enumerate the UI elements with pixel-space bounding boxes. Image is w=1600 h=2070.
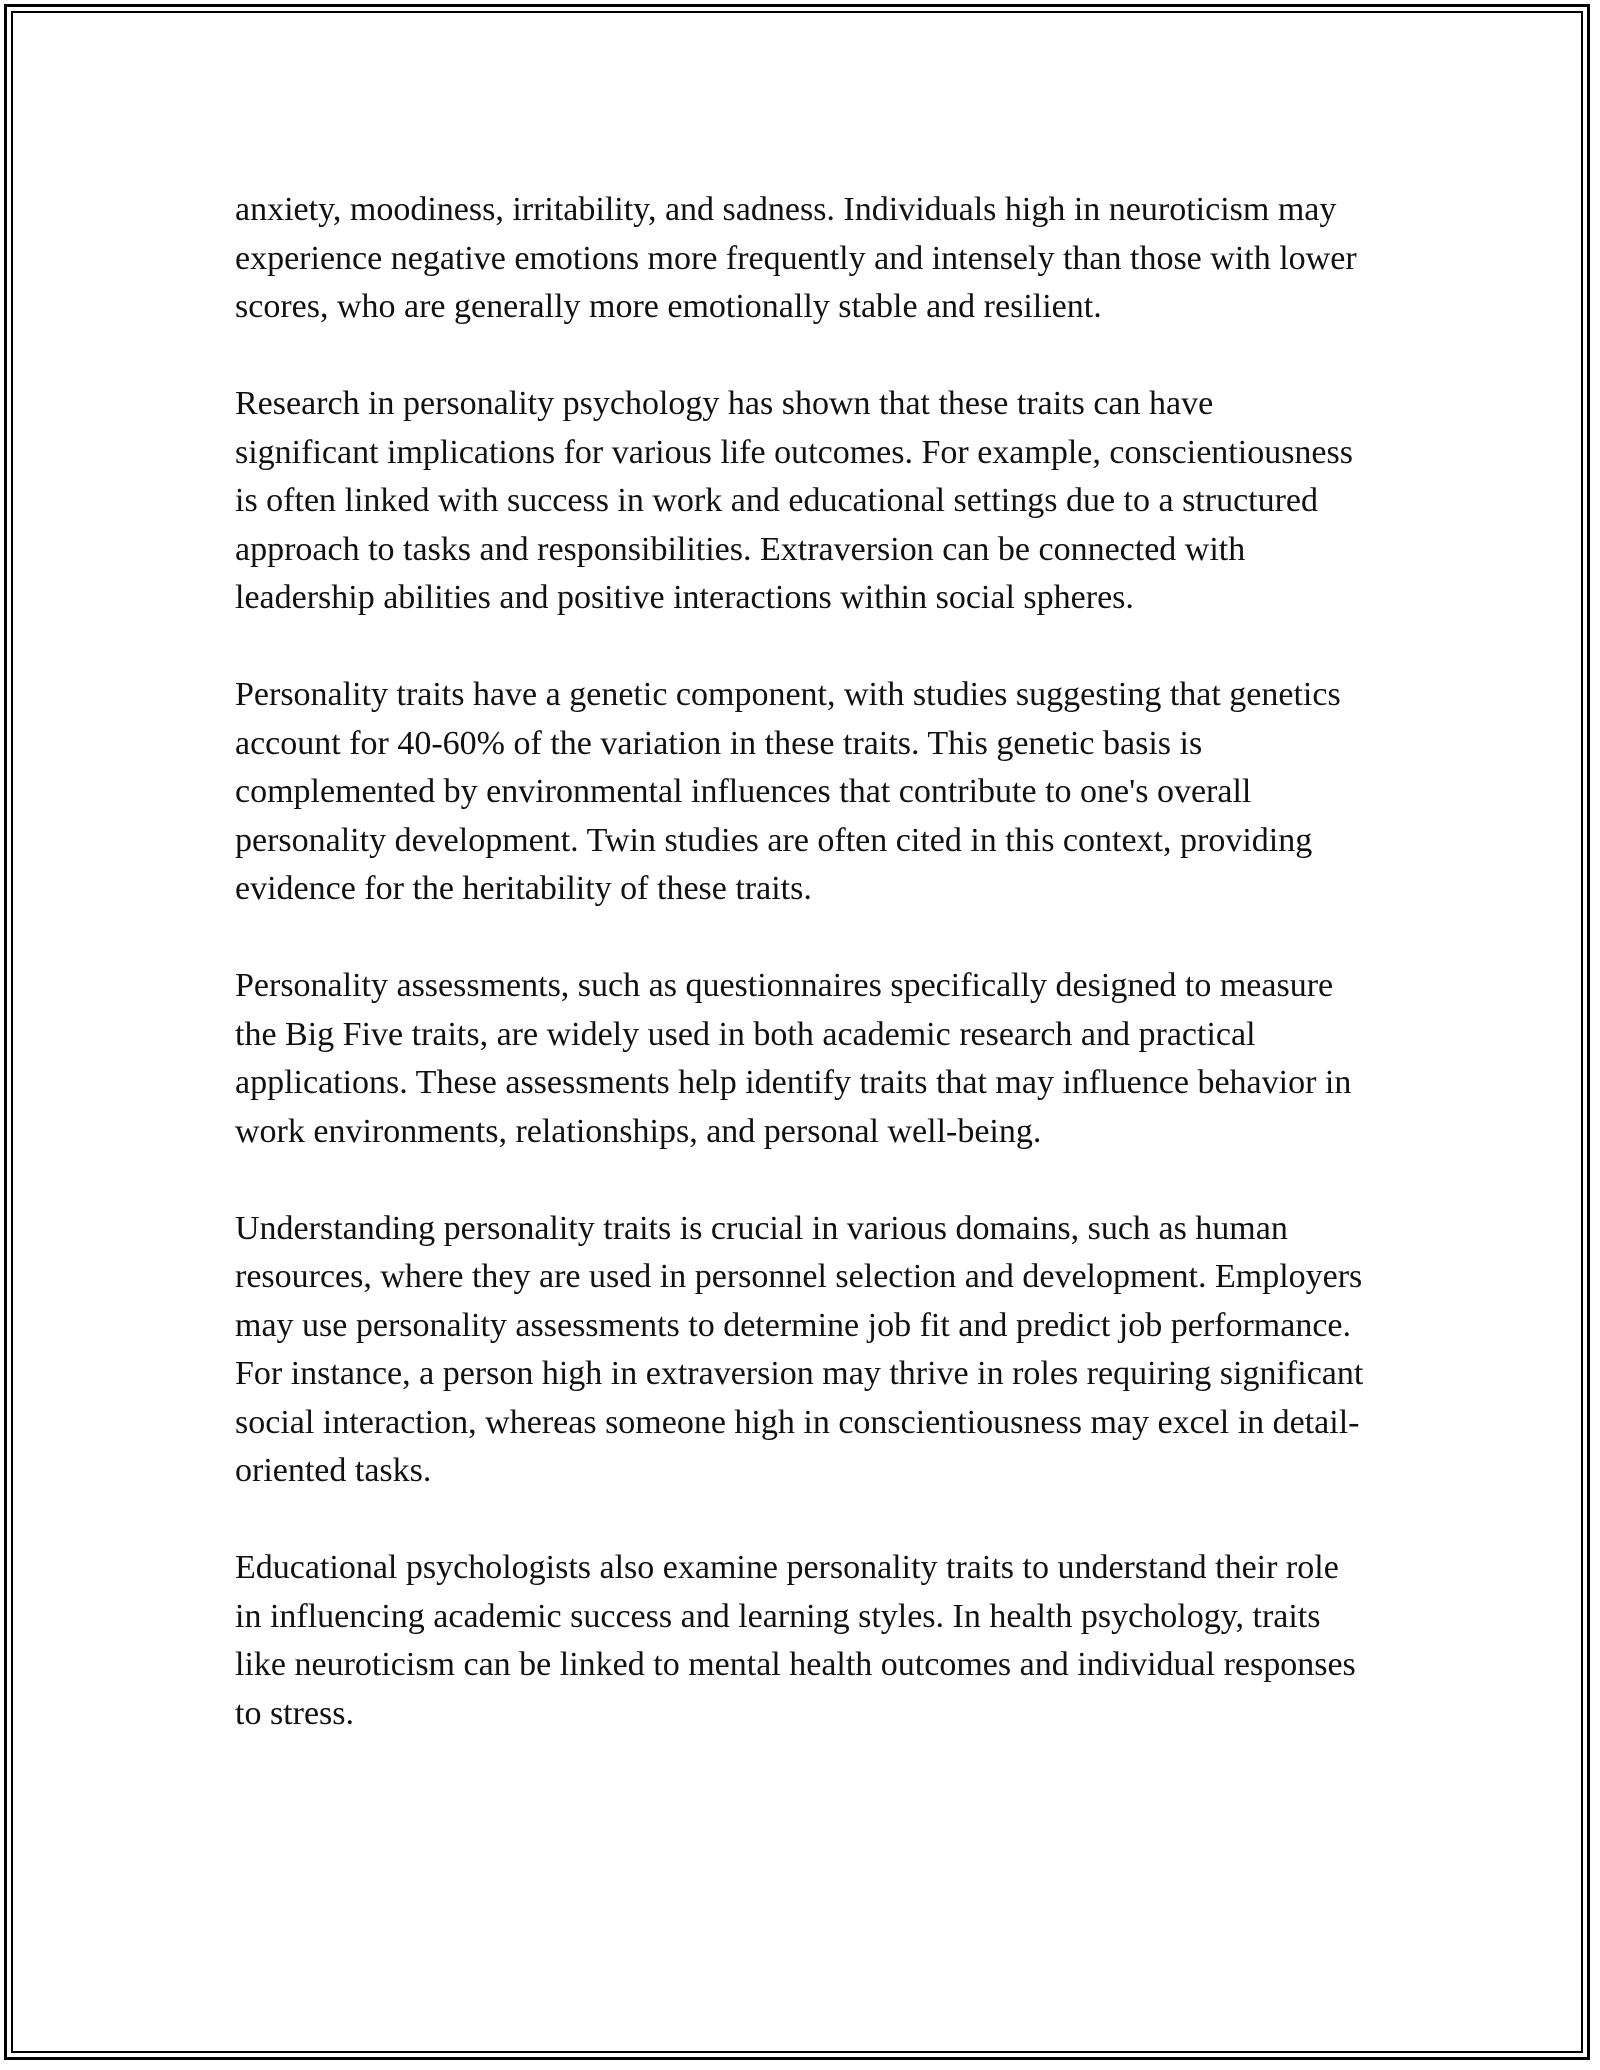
paragraph-neuroticism-continued: anxiety, moodiness, irritability, and sadness. Individuals high in neuroticism may experience negative emotions more frequently and intensely than those with lower scores, who are generally more emotionally stable and resilient. [235,191,1357,325]
paragraph-genetic-component: Personality traits have a genetic component, with studies suggesting that genetics account for 40-60% of the variation in these traits. This genetic basis is complemented by environmental influences that contribute to one's overall personality development. Twin studies are often cited in this context, providing evidence for the heritability of these traits. [235,676,1341,907]
paragraph-educational-health: Educational psychologists also examine personality traits to understand their role in influencing academic success and learning styles. In health psychology, traits like neuroticism can be linked to mental health outcomes and individual responses to stress. [235,1549,1356,1732]
paragraph-life-outcomes: Research in personality psychology has shown that these traits can have significant implications for various life outcomes. For example, conscientiousness is often linked with success in work and educational settings due to a structured approach to tasks and responsibilities. Extraversion can be connected with leadership abilities and positive interactions within social spheres. [235,385,1353,616]
paragraph-assessments: Personality assessments, such as questionnaires specifically designed to measure the Big Five traits, are widely used in both academic research and practical applications. These assessments help identify traits that may influence behavior in work environments, relationships, and personal well-being. [235,967,1352,1150]
document-body [235,186,1365,1787]
paragraph-human-resources: Understanding personality traits is crucial in various domains, such as human resources, where they are used in personnel selection and development. Employers may use personality assessments to determine job fit and predict job performance. For instance, a person high in extraversion may thrive in roles requiring significant social interaction, whereas someone high in conscientiousness may excel in detail-oriented tasks. [235,1209,1364,1489]
